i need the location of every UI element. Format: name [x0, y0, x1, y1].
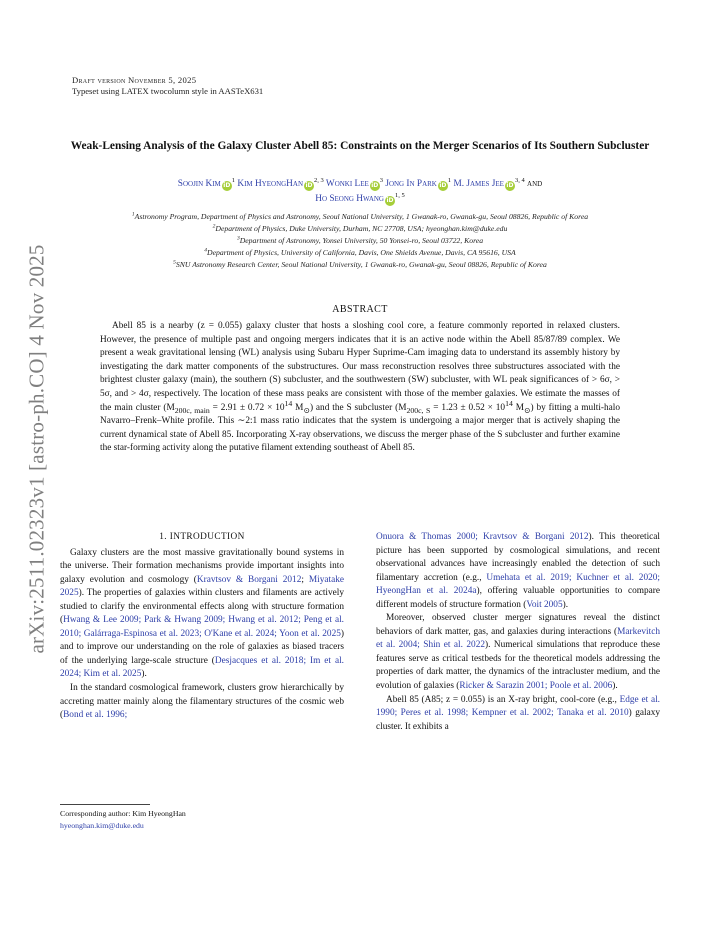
author-affil: 3, 4	[514, 176, 525, 184]
header-note	[72, 75, 263, 97]
citation-link[interactable]: Miyatake 2025	[60, 574, 344, 599]
author-name[interactable]: Kim HyeongHan	[237, 179, 304, 189]
author-name[interactable]: Ho Seong Hwang	[315, 194, 384, 204]
orcid-icon[interactable]: iD	[506, 182, 514, 189]
citation-link[interactable]: Kravtsov & Borgani 2012	[196, 574, 302, 585]
citation-link[interactable]: Desjacques et al. 2018; Im et al. 2024; Kim et al. 2025	[60, 655, 344, 680]
author-affil: 1	[447, 176, 452, 184]
corresponding-author: Corresponding author: Kim HyeongHan	[60, 809, 186, 818]
citation-link[interactable]: Markevitch et al. 2004; Shin et al. 2022	[376, 626, 660, 651]
affiliation: $^4$Department of Physics, University of California, Davis, One Shields Avenue, Davis, CA 95616, USA	[204, 247, 516, 257]
paragraph: Onuora & Thomas 2000; Kravtsov & Borgani 2012). This theoretical picture has been supported by cosmological simulations, and recent observational advances have increasingly enabled the detection of such filamentary accretion (e.g., Umehata et al. 2019; Kuchner et al. 2020; HyeongHan et al. 2024a), offering valuable opportunities to compare different models of structure formation (Voit 2005).	[376, 532, 660, 610]
affiliation: $^3$Department of Astronomy, Yonsei University, 50 Yonsei-ro, Seoul 03722, Korea	[236, 235, 484, 245]
typeset-note: Typeset using LATEX twocolumn style in AASTeX631	[72, 86, 264, 96]
citation-link[interactable]: Onuora & Thomas 2000; Kravtsov & Borgani 2012	[376, 532, 589, 542]
arxiv-id[interactable]: arXiv:2511.02323v1 [astro-ph.CO] 4 Nov 2025	[24, 244, 49, 654]
paragraph: Galaxy clusters are the most massive gravitationally bound systems in the universe. Their formation mechanisms provide important insights into galaxy evolution and cosmology (Kravtsov & Borgani 2012; Miyatake 2025). The properties of galaxies within clusters and filaments are actively studied to clarify the environmental effects along with structure formation (Hwang & Lee 2009; Park & Hwang 2009; Hwang et al. 2012; Peng et al. 2010; Galárraga-Espinosa et al. 2023; O'Kane et al. 2024; Yoon et al. 2025) and to improve our understanding on the role of galaxies as biased tracers of the underlying large-scale structure (Desjacques et al. 2018; Im et al. 2024; Kim et al. 2025).	[60, 547, 344, 680]
orcid-icon[interactable]: iD	[439, 182, 447, 189]
affiliations	[80, 211, 640, 271]
affiliation: $^2$Department of Physics, Duke University, Durham, NC 27708, USA; hyeonghan.kim@duke.edu	[212, 223, 508, 233]
author-affil: 1	[231, 176, 236, 184]
orcid-icon[interactable]: iD	[371, 182, 379, 189]
section-heading: 1. INTRODUCTION	[159, 532, 245, 542]
and-word: and	[527, 179, 543, 189]
citation-link[interactable]: Voit 2005	[526, 599, 563, 610]
paragraph: Abell 85 (A85; z = 0.055) is an X-ray bright, cool-core (e.g., Edge et al. 1990; Peres et al. 1998; Kempner et al. 2002; Tanaka et al. 2010) galaxy cluster. It exhibits a	[376, 694, 661, 732]
affiliation: $^5$SNU Astronomy Research Center, Seoul National University, 1 Gwanak-ro, Gwanak-gu, Seoul 08826, Republic of Korea	[173, 259, 547, 269]
paragraph: Moreover, observed cluster merger signatures reveal the distinct behaviors of dark matter, gas, and galaxies during interactions (Markevitch et al. 2004; Shin et al. 2022). Numerical simulations that reproduce these features serve as critical testbeds for the theoretical models addressing the properties of dark matter, the dynamics of the intracluster medium, and the evolution of galaxies (Ricker & Sarazin 2001; Poole et al. 2006).	[376, 613, 660, 692]
author-affil: 1, 5	[395, 191, 405, 199]
author-list	[70, 177, 650, 207]
footnote-rule	[60, 804, 150, 805]
orcid-icon[interactable]: iD	[386, 197, 394, 204]
orcid-icon[interactable]: iD	[305, 182, 313, 189]
paper-title: Weak-Lensing Analysis of the Galaxy Cluster Abell 85: Constraints on the Merger Scenarios of Its Southern Subcluster	[70, 140, 650, 152]
abstract-heading: ABSTRACT	[332, 304, 388, 315]
draft-version: Draft version November 5, 2025	[72, 75, 197, 85]
right-column	[376, 531, 660, 734]
abstract-body: Abell 85 is a nearby (z = 0.055) galaxy cluster that hosts a sloshing cool core, a feature commonly reported in relaxed clusters. However, the presence of multiple past and ongoing mergers indicates that it is an active node within the Abell 85/87/89 complex. We present a weak gravitational lensing (WL) analysis using Subaru Hyper Suprime-Cam imaging data to understand its assembly history by investigating the dark matter components of the substructures. Our mass reconstruction resolves three substructures associated with the brightest cluster galaxy (main), the southern (S) subcluster, and the southwestern (SW) subcluster, with WL peak significances of > 6σ, > 5σ, and > 4σ, respectively. The location of these mass peaks are consistent with those of the member galaxies. We estimate the masses of the main cluster ($M_{200c, main} = 2.91 \pm 0.72 \times 10^{14}$ $M_⊙$) and the S subcluster ($M_{200c, S} = 1.23 \pm 0.52 \times 10^{14}$ $M_⊙$) by fitting a multi-halo Navarro–Frenk–White profile. This ∼2:1 mass ratio indicates that the system is undergoing a major merger that is actively shaping the current dynamical state of Abell 85. Incorporating X-ray observations, we discuss the merger phase of the S subcluster and further examine the star-forming activity along the putative filament extending southeast of Abell 85.	[100, 321, 621, 454]
author-name[interactable]: Soojin Kim	[177, 179, 221, 189]
arxiv-stamp	[22, 234, 52, 664]
author-affil: 3	[379, 176, 383, 184]
citation-link[interactable]: Ricker & Sarazin 2001; Poole et al. 2006	[459, 681, 613, 692]
orcid-icon[interactable]: iD	[223, 182, 231, 189]
affiliation: $^1$Astronomy Program, Department of Physics and Astronomy, Seoul National University, 1 Gwanak-ro, Gwanak-gu, Seoul 08826, Republic of Korea	[131, 211, 589, 221]
left-column	[60, 531, 344, 723]
author-name[interactable]: M. James Jee	[453, 179, 504, 189]
citation-link[interactable]: Bond et al. 1996;	[63, 710, 128, 721]
paragraph: In the standard cosmological framework, clusters grow hierarchically by accreting matter mainly along the filamentary structures of the cosmic web (Bond et al. 1996;	[60, 683, 344, 721]
citation-link[interactable]: Edge et al. 1990; Peres et al. 1998; Kempner et al. 2002; Tanaka et al. 2010	[376, 694, 660, 719]
author-affil: 2, 3	[314, 176, 324, 184]
email-link[interactable]: hyeonghan.kim@duke.edu	[60, 821, 144, 830]
author-name[interactable]: Wonki Lee	[325, 179, 369, 189]
author-name[interactable]: Jong In Park	[385, 179, 437, 189]
footnote	[60, 808, 344, 832]
citation-link[interactable]: Umehata et al. 2019; Kuchner et al. 2020; HyeongHan et al. 2024a	[376, 572, 660, 597]
citation-link[interactable]: Hwang & Lee 2009; Park & Hwang 2009; Hwang et al. 2012; Peng et al. 2010; Galárraga-Espinosa et al. 2023; O'Kane et al. 2024; Yoon et al. 2025	[60, 615, 344, 639]
